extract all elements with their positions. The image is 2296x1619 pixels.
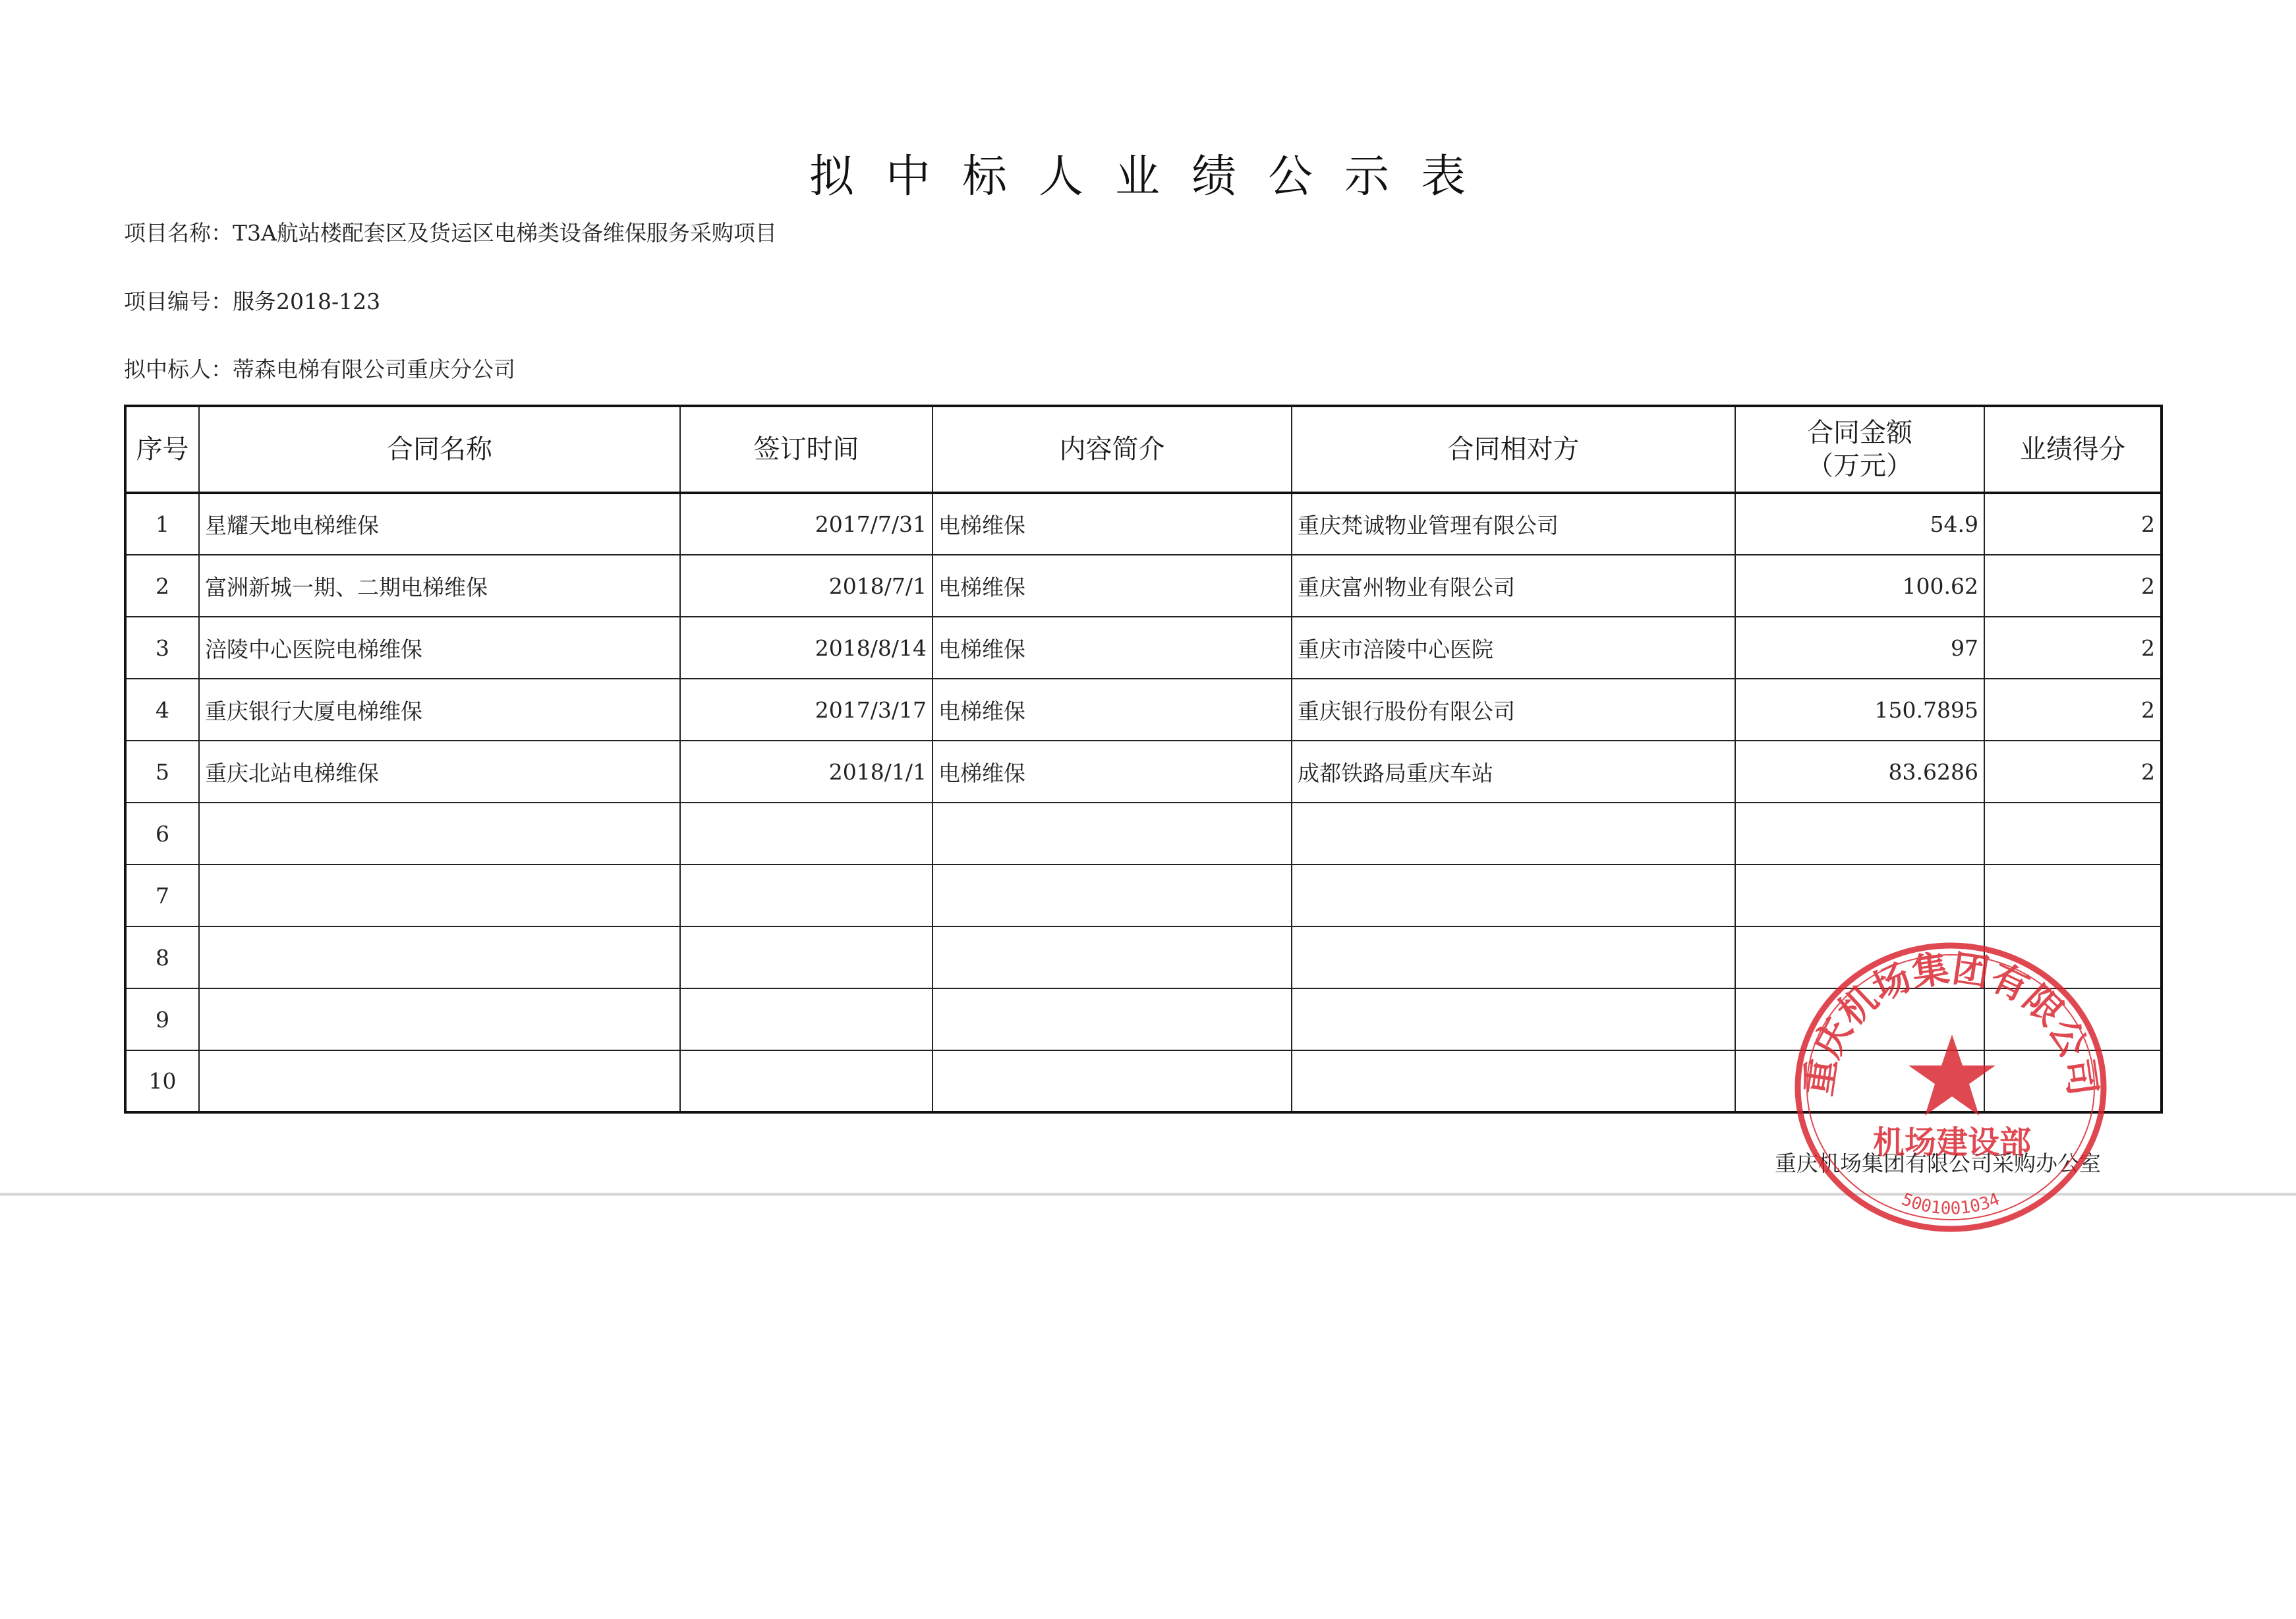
- cell-sign-date: [680, 988, 933, 1050]
- cell-amount: [1735, 803, 1984, 865]
- cell-content: 电梯维保: [933, 741, 1292, 803]
- cell-score: 2: [1984, 555, 2162, 617]
- cell-index: 1: [125, 493, 199, 555]
- cell-index: 5: [125, 741, 199, 803]
- cell-amount: [1735, 865, 1984, 926]
- cell-content: [933, 1050, 1292, 1112]
- cell-sign-date: [680, 865, 933, 926]
- cell-content: [933, 926, 1292, 988]
- cell-contract-name: 富洲新城一期、二期电梯维保: [199, 555, 680, 617]
- header-counterparty: 合同相对方: [1292, 406, 1735, 493]
- cell-counterparty: [1292, 926, 1735, 988]
- table-row: [125, 493, 2162, 555]
- cell-amount: 54.9: [1735, 493, 1984, 555]
- cell-amount: 97: [1735, 617, 1984, 679]
- header-amount-line1: 合同金额: [1807, 418, 1912, 448]
- cell-contract-name: 重庆银行大厦电梯维保: [199, 679, 680, 741]
- cell-index: 7: [125, 865, 199, 926]
- seal-text-middle: 机场建设部: [1872, 1124, 2032, 1161]
- cell-contract-name: [199, 803, 680, 865]
- header-amount-line2: （万元）: [1807, 451, 1912, 481]
- project-number-value: 服务2018-123: [233, 289, 381, 314]
- cell-score: 2: [1984, 493, 2162, 555]
- cell-index: 6: [125, 803, 199, 865]
- cell-index: 9: [125, 988, 199, 1050]
- cell-amount: 150.7895: [1735, 679, 1984, 741]
- header-score: 业绩得分: [1984, 406, 2162, 493]
- cell-counterparty: 成都铁路局重庆车站: [1292, 741, 1735, 803]
- cell-sign-date: [680, 1050, 933, 1112]
- cell-index: 10: [125, 1050, 199, 1112]
- cell-contract-name: [199, 926, 680, 988]
- project-name-line: [124, 216, 777, 247]
- seal-star-icon: [1909, 1035, 1995, 1116]
- project-name-label: 项目名称：: [124, 220, 233, 246]
- cell-content: 电梯维保: [933, 555, 1292, 617]
- table-row: [125, 741, 2162, 803]
- cell-index: 8: [125, 926, 199, 988]
- cell-counterparty: 重庆富州物业有限公司: [1292, 555, 1735, 617]
- seal-code: 5001001034: [1899, 1189, 2003, 1219]
- cell-counterparty: 重庆市涪陵中心医院: [1292, 617, 1735, 679]
- table-row: [125, 865, 2162, 926]
- cell-sign-date: 2018/1/1: [680, 741, 933, 803]
- cell-score: [1984, 803, 2162, 865]
- cell-content: 电梯维保: [933, 617, 1292, 679]
- cell-content: 电梯维保: [933, 493, 1292, 555]
- header-contract-name: 合同名称: [199, 406, 680, 493]
- project-number-label: 项目编号：: [124, 289, 233, 314]
- official-seal: [1779, 926, 2122, 1242]
- cell-sign-date: 2017/3/17: [680, 679, 933, 741]
- cell-index: 4: [125, 679, 199, 741]
- cell-score: 2: [1984, 679, 2162, 741]
- cell-counterparty: 重庆梵诚物业管理有限公司: [1292, 493, 1735, 555]
- cell-counterparty: [1292, 865, 1735, 926]
- cell-content: [933, 803, 1292, 865]
- cell-counterparty: [1292, 803, 1735, 865]
- cell-sign-date: [680, 803, 933, 865]
- cell-score: [1984, 865, 2162, 926]
- cell-amount: 83.6286: [1735, 741, 1984, 803]
- cell-counterparty: [1292, 988, 1735, 1050]
- cell-sign-date: 2018/7/1: [680, 555, 933, 617]
- header-amount: [1735, 406, 1984, 493]
- bidder-label: 拟中标人：: [124, 356, 233, 382]
- cell-index: 3: [125, 617, 199, 679]
- table-header-row: [125, 406, 2162, 493]
- bidder-line: [124, 353, 515, 383]
- cell-sign-date: 2017/7/31: [680, 493, 933, 555]
- cell-contract-name: 星耀天地电梯维保: [199, 493, 680, 555]
- cell-amount: 100.62: [1735, 555, 1984, 617]
- document-title: 拟中标人业绩公示表: [809, 150, 1497, 203]
- cell-content: [933, 988, 1292, 1050]
- cell-contract-name: 涪陵中心医院电梯维保: [199, 617, 680, 679]
- cell-content: [933, 865, 1292, 926]
- cell-contract-name: 重庆北站电梯维保: [199, 741, 680, 803]
- header-sign-date: 签订时间: [680, 406, 933, 493]
- bidder-value: 蒂森电梯有限公司重庆分公司: [233, 356, 515, 382]
- table-row: [125, 803, 2162, 865]
- table-row: [125, 617, 2162, 679]
- header-content: 内容简介: [933, 406, 1292, 493]
- header-index: 序号: [125, 406, 199, 493]
- cell-score: 2: [1984, 617, 2162, 679]
- cell-contract-name: [199, 1050, 680, 1112]
- cell-counterparty: [1292, 1050, 1735, 1112]
- cell-sign-date: 2018/8/14: [680, 617, 933, 679]
- cell-score: 2: [1984, 741, 2162, 803]
- cell-content: 电梯维保: [933, 679, 1292, 741]
- cell-contract-name: [199, 988, 680, 1050]
- cell-index: 2: [125, 555, 199, 617]
- cell-contract-name: [199, 865, 680, 926]
- table-row: [125, 555, 2162, 617]
- seal-text-top: 重庆机场集团有限公司: [1796, 946, 2105, 1098]
- project-name-value: T3A航站楼配套区及货运区电梯类设备维保服务采购项目: [233, 220, 777, 246]
- project-number-line: [124, 285, 380, 316]
- cell-sign-date: [680, 926, 933, 988]
- cell-counterparty: 重庆银行股份有限公司: [1292, 679, 1735, 741]
- table-row: [125, 679, 2162, 741]
- footer-office: 重庆机场集团有限公司采购办公室: [1775, 1150, 2101, 1176]
